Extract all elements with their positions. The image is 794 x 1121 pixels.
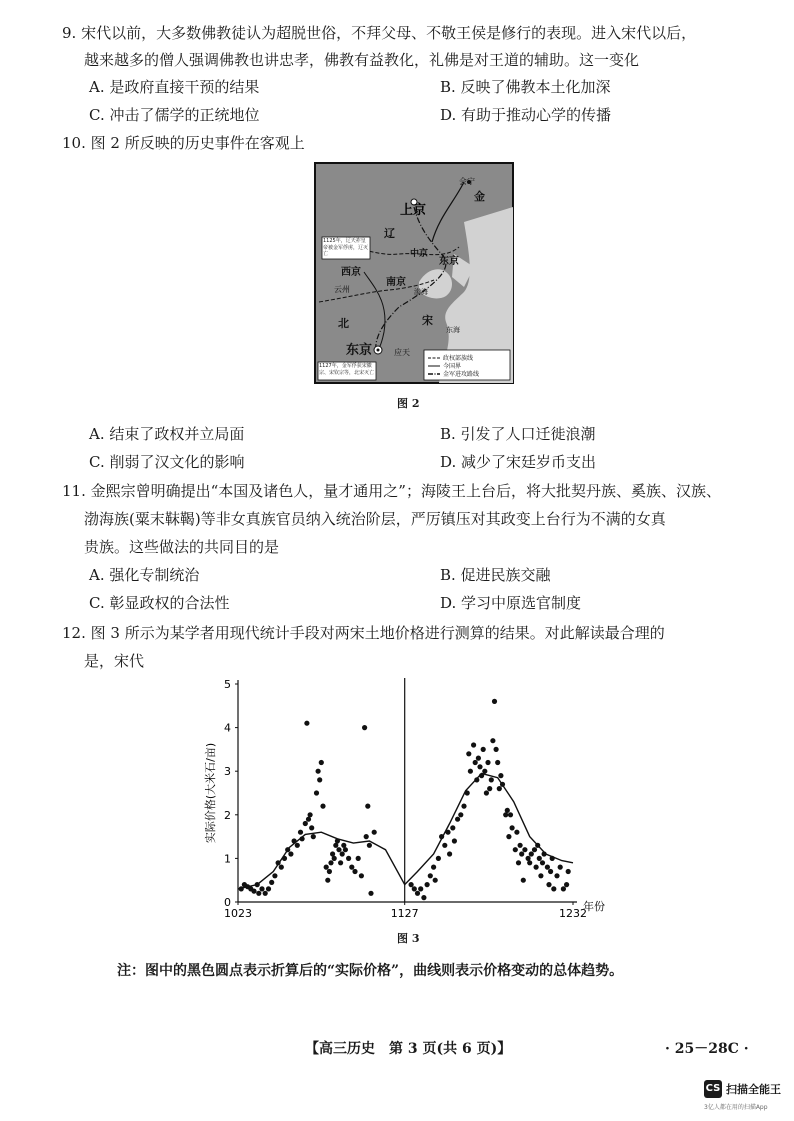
y-tick-label: 5 bbox=[224, 678, 231, 691]
label-dongjing: 东京 bbox=[439, 256, 459, 267]
data-point bbox=[510, 825, 515, 830]
data-point bbox=[285, 847, 290, 852]
data-point bbox=[465, 790, 470, 795]
data-point bbox=[492, 699, 497, 704]
data-point bbox=[338, 860, 343, 865]
x-tick-label: 1232 bbox=[559, 907, 587, 920]
data-point bbox=[551, 886, 556, 891]
q9-option-c[interactable]: C. 冲击了儒学的正统地位 bbox=[89, 106, 260, 124]
q12-note: 注：图中的黑色圆点表示折算后的“实际价格”，曲线则表示价格变动的总体趋势。 bbox=[117, 963, 624, 979]
data-point bbox=[535, 843, 540, 848]
data-point bbox=[522, 847, 527, 852]
chart-figure-3 bbox=[204, 674, 618, 922]
data-point bbox=[352, 869, 357, 874]
data-point bbox=[425, 882, 430, 887]
data-point bbox=[255, 882, 260, 887]
scanner-logo-icon: CS bbox=[704, 1080, 722, 1098]
y-tick-label: 2 bbox=[224, 808, 231, 822]
data-point bbox=[439, 834, 444, 839]
data-point bbox=[279, 865, 284, 870]
data-point bbox=[516, 860, 521, 865]
data-point bbox=[335, 838, 340, 843]
q11-stem-line3: 贵族。这些做法的共同目的是 bbox=[84, 538, 280, 556]
data-point bbox=[288, 851, 293, 856]
data-point bbox=[485, 760, 490, 765]
data-point bbox=[545, 865, 550, 870]
data-point bbox=[308, 812, 313, 817]
data-point bbox=[314, 790, 319, 795]
data-point bbox=[311, 834, 316, 839]
data-point bbox=[368, 891, 373, 896]
label-kaifeng: 东京 bbox=[346, 343, 373, 358]
note-1127: 1127年，金军俘获宋徽宗、宋钦宗等，北宋灭亡 bbox=[319, 363, 375, 376]
data-point bbox=[466, 751, 471, 756]
chart-trend bbox=[238, 773, 573, 889]
data-point bbox=[367, 843, 372, 848]
data-point bbox=[548, 869, 553, 874]
data-point bbox=[500, 782, 505, 787]
data-point bbox=[269, 880, 274, 885]
data-point bbox=[282, 856, 287, 861]
label-liao: 辽 bbox=[384, 227, 395, 240]
q11-option-c[interactable]: C. 彰显政权的合法性 bbox=[89, 594, 230, 612]
data-point bbox=[450, 825, 455, 830]
data-point bbox=[349, 865, 354, 870]
data-point bbox=[514, 830, 519, 835]
data-point bbox=[498, 773, 503, 778]
data-point bbox=[332, 856, 337, 861]
y-tick-label: 3 bbox=[224, 765, 231, 779]
data-point bbox=[409, 882, 414, 887]
data-point bbox=[325, 878, 330, 883]
label-yingtian: 应天 bbox=[394, 348, 410, 357]
q12-stem-line2: 是，宋代 bbox=[84, 652, 145, 670]
y-tick-label: 1 bbox=[224, 852, 231, 866]
data-point bbox=[327, 869, 332, 874]
label-song: 宋 bbox=[422, 314, 433, 327]
q11-option-a[interactable]: A. 强化专制统治 bbox=[89, 566, 200, 584]
q9-stem-line2: 越来越多的僧人强调佛教也讲忠孝，佛教有益教化，礼佛是对王道的辅助。这一变化 bbox=[84, 51, 640, 69]
data-point bbox=[436, 856, 441, 861]
trend-curve bbox=[238, 773, 573, 889]
data-point bbox=[532, 847, 537, 852]
data-point bbox=[550, 856, 555, 861]
data-point bbox=[433, 878, 438, 883]
label-xijing: 西京 bbox=[341, 267, 361, 278]
data-point bbox=[521, 878, 526, 883]
data-point bbox=[412, 886, 417, 891]
q11-stem-line2: 渤海族(粟末靺鞨)等非女真族官员纳入统治阶层，严厉镇压对其政变上台行为不满的女真 bbox=[84, 510, 666, 528]
data-point bbox=[319, 760, 324, 765]
data-point bbox=[421, 895, 426, 900]
data-point bbox=[474, 777, 479, 782]
scanner-badge bbox=[704, 1080, 790, 1116]
data-point bbox=[505, 808, 510, 813]
label-donghai: 东海 bbox=[446, 326, 460, 334]
data-point bbox=[518, 843, 523, 848]
data-point bbox=[479, 773, 484, 778]
data-point bbox=[316, 769, 321, 774]
data-point bbox=[445, 830, 450, 835]
q9-stem-line1: 9. 宋代以前，大多数佛教徒认为超脱世俗，不拜父母、不敬王侯是修行的表现。进入宋代以后， bbox=[62, 24, 697, 42]
y-tick-label: 4 bbox=[224, 721, 231, 735]
data-point bbox=[428, 873, 433, 878]
data-point bbox=[364, 834, 369, 839]
data-point bbox=[497, 786, 502, 791]
data-point bbox=[372, 830, 377, 835]
data-point bbox=[481, 747, 486, 752]
data-point bbox=[455, 817, 460, 822]
data-point bbox=[324, 865, 329, 870]
q10-option-b[interactable]: B. 引发了人口迁徙浪潮 bbox=[440, 425, 596, 443]
data-point bbox=[303, 821, 308, 826]
data-point bbox=[328, 860, 333, 865]
data-point bbox=[489, 777, 494, 782]
data-point bbox=[251, 889, 256, 894]
data-point bbox=[343, 847, 348, 852]
q9-option-a[interactable]: A. 是政府直接干预的结果 bbox=[89, 78, 260, 96]
data-point bbox=[317, 777, 322, 782]
data-point bbox=[362, 725, 367, 730]
data-point bbox=[490, 738, 495, 743]
data-point bbox=[527, 860, 532, 865]
data-point bbox=[359, 873, 364, 878]
data-point bbox=[276, 860, 281, 865]
scanner-subtitle: 3亿人都在用的扫描App bbox=[704, 1104, 768, 1111]
data-point bbox=[320, 804, 325, 809]
data-point bbox=[447, 851, 452, 856]
data-point bbox=[495, 760, 500, 765]
data-point bbox=[461, 804, 466, 809]
data-point bbox=[537, 856, 542, 861]
legend-label-route: 金军进攻路线 bbox=[443, 371, 480, 378]
data-point bbox=[519, 851, 524, 856]
data-point bbox=[468, 769, 473, 774]
data-point bbox=[542, 851, 547, 856]
data-point bbox=[272, 873, 277, 878]
q12-stem-line1: 12. 图 3 所示为某学者用现代统计手段对两宋土地价格进行测算的结果。对此解读最合理的 bbox=[62, 624, 665, 642]
data-point bbox=[452, 838, 457, 843]
data-point bbox=[365, 804, 370, 809]
q11-option-d[interactable]: D. 学习中原选官制度 bbox=[440, 594, 582, 612]
x-axis-label: 年份 bbox=[583, 900, 605, 913]
kaifeng-dot bbox=[377, 349, 380, 352]
data-point bbox=[266, 886, 271, 891]
page-footer-code: · 25－28C · bbox=[665, 1041, 749, 1057]
data-point bbox=[295, 843, 300, 848]
data-point bbox=[508, 812, 513, 817]
data-point bbox=[356, 856, 361, 861]
data-point bbox=[340, 851, 345, 856]
data-point bbox=[346, 856, 351, 861]
data-point bbox=[482, 769, 487, 774]
legend-label-boundary: 政权部族线 bbox=[443, 355, 474, 362]
data-point bbox=[484, 790, 489, 795]
data-point bbox=[473, 760, 478, 765]
data-point bbox=[259, 886, 264, 891]
map-svg bbox=[314, 162, 514, 384]
q10-option-a[interactable]: A. 结束了政权并立局面 bbox=[89, 425, 245, 443]
data-point bbox=[415, 891, 420, 896]
label-nanjing: 南京 bbox=[386, 277, 406, 288]
label-bei: 北 bbox=[338, 317, 349, 330]
data-point bbox=[564, 882, 569, 887]
data-point bbox=[442, 843, 447, 848]
q10-stem: 10. 图 2 所反映的历史事件在客观上 bbox=[62, 134, 305, 152]
x-tick-label: 1023 bbox=[224, 907, 252, 920]
figure-2-caption: 图 2 bbox=[397, 397, 420, 410]
label-shangjing: 上京 bbox=[400, 203, 427, 218]
data-point bbox=[558, 865, 563, 870]
q10-option-c[interactable]: C. 削弱了汉文化的影响 bbox=[89, 453, 245, 471]
note-1125: 1125年，辽天祚皇帝被金军俘虏，辽灭亡 bbox=[323, 238, 369, 257]
q10-option-d[interactable]: D. 减少了宋廷岁币支出 bbox=[440, 453, 597, 471]
q11-option-b[interactable]: B. 促进民族交融 bbox=[440, 566, 551, 584]
data-point bbox=[477, 764, 482, 769]
q9-option-b[interactable]: B. 反映了佛教本土化加深 bbox=[440, 78, 611, 96]
data-point bbox=[534, 865, 539, 870]
data-point bbox=[418, 886, 423, 891]
q9-option-d[interactable]: D. 有助于推动心学的传播 bbox=[440, 106, 612, 124]
data-point bbox=[546, 882, 551, 887]
q11-stem-line1: 11. 金熙宗曾明确提出“本国及诸色人，量才通用之”；海陵王上台后，将大批契丹族、奚族、汉族、 bbox=[62, 482, 721, 500]
data-point bbox=[256, 891, 261, 896]
data-point bbox=[292, 838, 297, 843]
label-zhongjing: 中京 bbox=[410, 249, 429, 259]
data-point bbox=[561, 886, 566, 891]
data-point bbox=[458, 812, 463, 817]
map-figure-2 bbox=[314, 162, 514, 384]
data-point bbox=[513, 847, 518, 852]
data-point bbox=[304, 721, 309, 726]
data-point bbox=[538, 873, 543, 878]
data-point bbox=[554, 873, 559, 878]
data-point bbox=[298, 830, 303, 835]
label-jin: 金 bbox=[474, 190, 485, 203]
data-point bbox=[487, 786, 492, 791]
figure-3-caption: 图 3 bbox=[397, 932, 420, 945]
data-point bbox=[476, 756, 481, 761]
data-point bbox=[566, 869, 571, 874]
label-huining: 会宁 bbox=[459, 177, 475, 186]
scanner-name: 扫描全能王 bbox=[726, 1083, 781, 1096]
data-point bbox=[529, 851, 534, 856]
data-point bbox=[494, 747, 499, 752]
data-point bbox=[471, 742, 476, 747]
label-bohai: 渤海 bbox=[414, 288, 428, 296]
y-tick-label: 0 bbox=[224, 896, 231, 909]
data-point bbox=[506, 834, 511, 839]
legend-label-border: 今国界 bbox=[443, 363, 462, 370]
data-point bbox=[300, 836, 305, 841]
data-point bbox=[431, 865, 436, 870]
data-point bbox=[309, 825, 314, 830]
data-point bbox=[263, 891, 268, 896]
data-point bbox=[239, 886, 244, 891]
data-point bbox=[540, 860, 545, 865]
label-yunzhou: 云州 bbox=[334, 285, 350, 294]
x-tick-label: 1127 bbox=[390, 907, 419, 920]
chart-svg bbox=[204, 674, 618, 922]
y-axis-label: 实际价格(大米石/亩) bbox=[204, 742, 217, 844]
data-point bbox=[336, 847, 341, 852]
page-footer-info: 【高三历史 第 3 页(共 6 页)】 bbox=[305, 1041, 512, 1057]
